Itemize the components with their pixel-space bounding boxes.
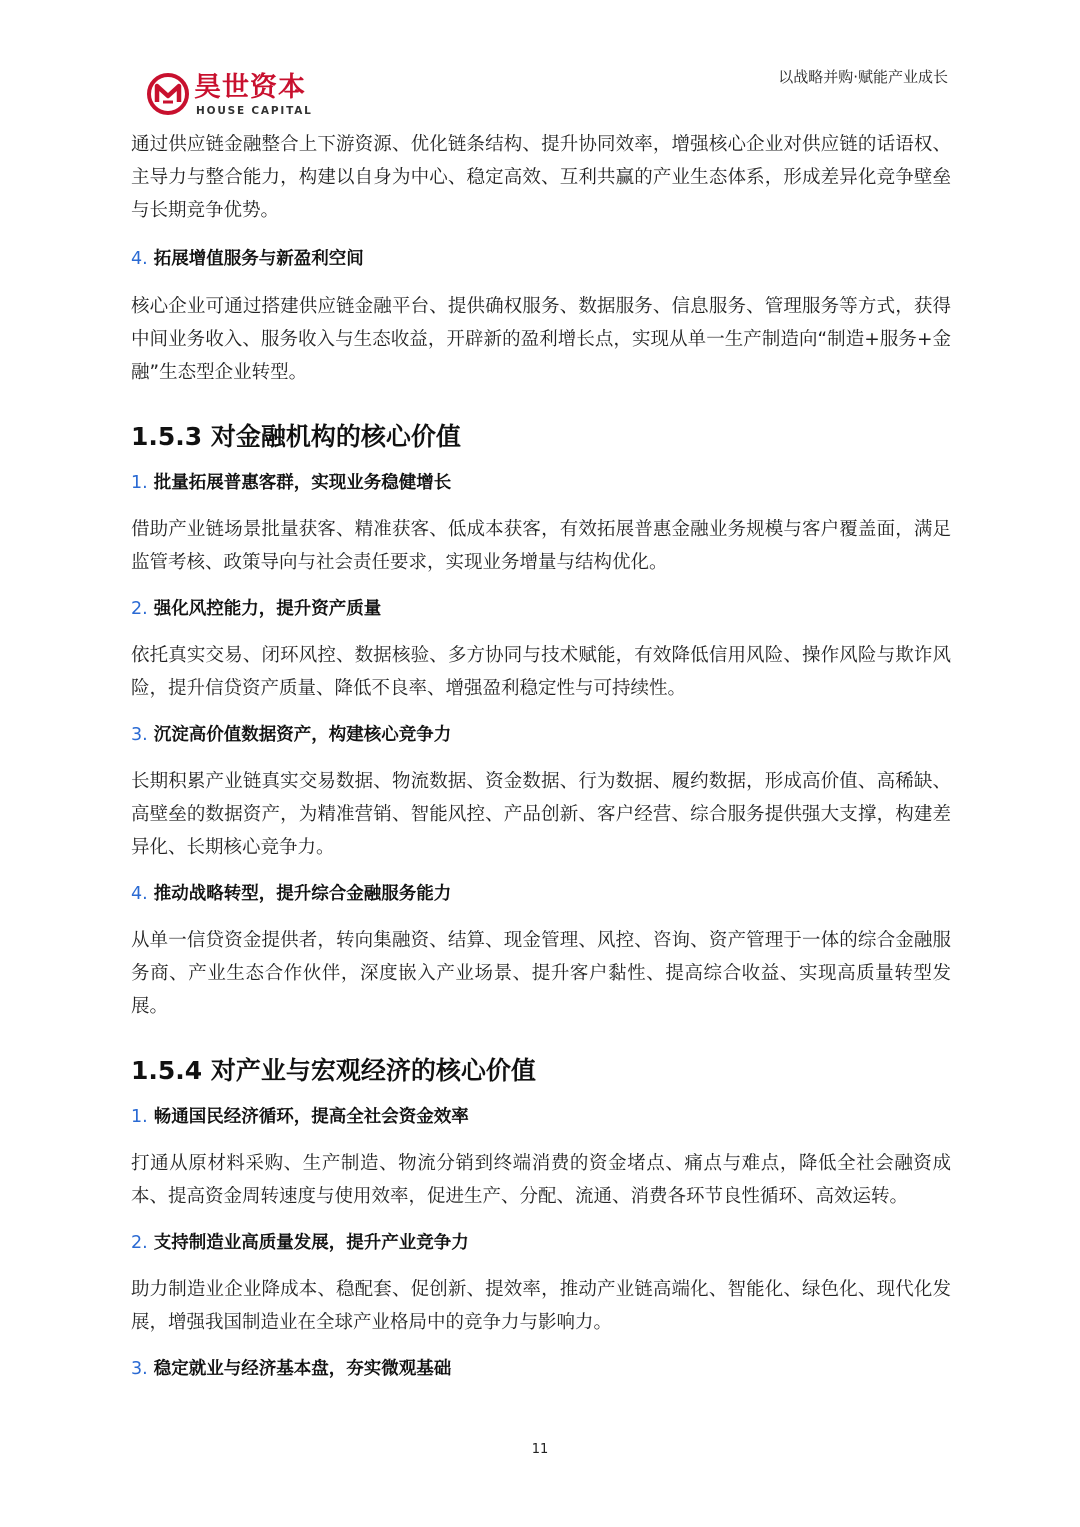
list-item-paragraph: 借助产业链场景批量获客、精准获客、低成本获客，有效拓展普惠金融业务规模与客户覆盖面，满足监管考核、政策导向与社会责任要求，实现业务增量与结构优化。 bbox=[131, 519, 951, 573]
section-heading: 1.5.3 对金融机构的核心价值 bbox=[131, 422, 461, 451]
list-item-title: 畅通国民经济循环，提高全社会资金效率 bbox=[153, 1107, 469, 1127]
list-number: 2. bbox=[131, 1233, 148, 1253]
list-item-heading bbox=[131, 880, 951, 908]
list-item-title: 强化风控能力，提升资产质量 bbox=[153, 599, 382, 619]
page-header bbox=[0, 0, 1080, 130]
list-item-paragraph: 打通从原材料采购、生产制造、物流分销到终端消费的资金堵点、痛点与难点，降低全社会融资成本、提高资金周转速度与使用效率，促进生产、分配、流通、消费各环节良性循环、高效运转。 bbox=[131, 1153, 951, 1207]
list-number: 3. bbox=[131, 1359, 148, 1379]
list-number: 4. bbox=[131, 249, 148, 269]
header-slogan: 以战略并购·赋能产业成长 bbox=[778, 68, 948, 86]
intro-paragraph: 通过供应链金融整合上下游资源、优化链条结构、提升协同效率，增强核心企业对供应链的话语权、主导力与整合能力，构建以自身为中心、稳定高效、互利共赢的产业生态体系，形成差异化竞争壁垒与长期竞争优势。 bbox=[131, 134, 951, 221]
list-item-heading bbox=[131, 1103, 951, 1131]
house-capital-logo-icon bbox=[146, 72, 190, 116]
list-number: 3. bbox=[131, 725, 148, 745]
logo-english-name: HOUSE CAPITAL bbox=[196, 105, 313, 117]
list-item-heading bbox=[131, 721, 951, 749]
list-number: 1. bbox=[131, 1107, 148, 1127]
list-number: 4. bbox=[131, 884, 148, 904]
list-number: 1. bbox=[131, 473, 148, 493]
list-item-title: 拓展增值服务与新盈利空间 bbox=[153, 249, 364, 269]
document-body bbox=[131, 128, 951, 1383]
section-heading: 1.5.4 对产业与宏观经济的核心价值 bbox=[131, 1056, 536, 1085]
list-item-heading bbox=[131, 595, 951, 623]
list-item-heading bbox=[131, 1229, 951, 1257]
logo-chinese-name: 昊世资本 bbox=[194, 72, 306, 103]
page-number: 11 bbox=[531, 1442, 549, 1457]
list-item-paragraph: 助力制造业企业降成本、稳配套、促创新、提效率，推动产业链高端化、智能化、绿色化、现代化发展，增强我国制造业在全球产业格局中的竞争力与影响力。 bbox=[131, 1279, 951, 1333]
list-item-title: 稳定就业与经济基本盘，夯实微观基础 bbox=[153, 1359, 452, 1379]
list-item-title: 沉淀高价值数据资产，构建核心竞争力 bbox=[153, 725, 452, 745]
list-item-paragraph: 核心企业可通过搭建供应链金融平台、提供确权服务、数据服务、信息服务、管理服务等方式，获得中间业务收入、服务收入与生态收益，开辟新的盈利增长点，实现从单一生产制造向“制造+服务+金融”生态型企业转型。 bbox=[131, 296, 951, 383]
list-item-paragraph: 从单一信贷资金提供者，转向集融资、结算、现金管理、风控、咨询、资产管理于一体的综合金融服务商、产业生态合作伙伴，深度嵌入产业场景、提升客户黏性、提高综合收益、实现高质量转型发展。 bbox=[131, 930, 951, 1017]
list-item-paragraph: 依托真实交易、闭环风控、数据核验、多方协同与技术赋能，有效降低信用风险、操作风险与欺诈风险，提升信贷资产质量、降低不良率、增强盈利稳定性与可持续性。 bbox=[131, 645, 951, 699]
list-item-title: 批量拓展普惠客群，实现业务稳健增长 bbox=[153, 473, 452, 493]
list-item-title: 支持制造业高质量发展，提升产业竞争力 bbox=[153, 1233, 469, 1253]
list-item-title: 推动战略转型，提升综合金融服务能力 bbox=[153, 884, 452, 904]
list-number: 2. bbox=[131, 599, 148, 619]
list-item-heading bbox=[131, 469, 951, 497]
list-item-heading bbox=[131, 1355, 951, 1383]
house-capital-logo bbox=[146, 72, 316, 120]
list-item-heading bbox=[131, 245, 951, 273]
list-item-paragraph: 长期积累产业链真实交易数据、物流数据、资金数据、行为数据、履约数据，形成高价值、高稀缺、高壁垒的数据资产，为精准营销、智能风控、产品创新、客户经营、综合服务提供强大支撑，构建差异化、长期核心竞争力。 bbox=[131, 771, 951, 858]
